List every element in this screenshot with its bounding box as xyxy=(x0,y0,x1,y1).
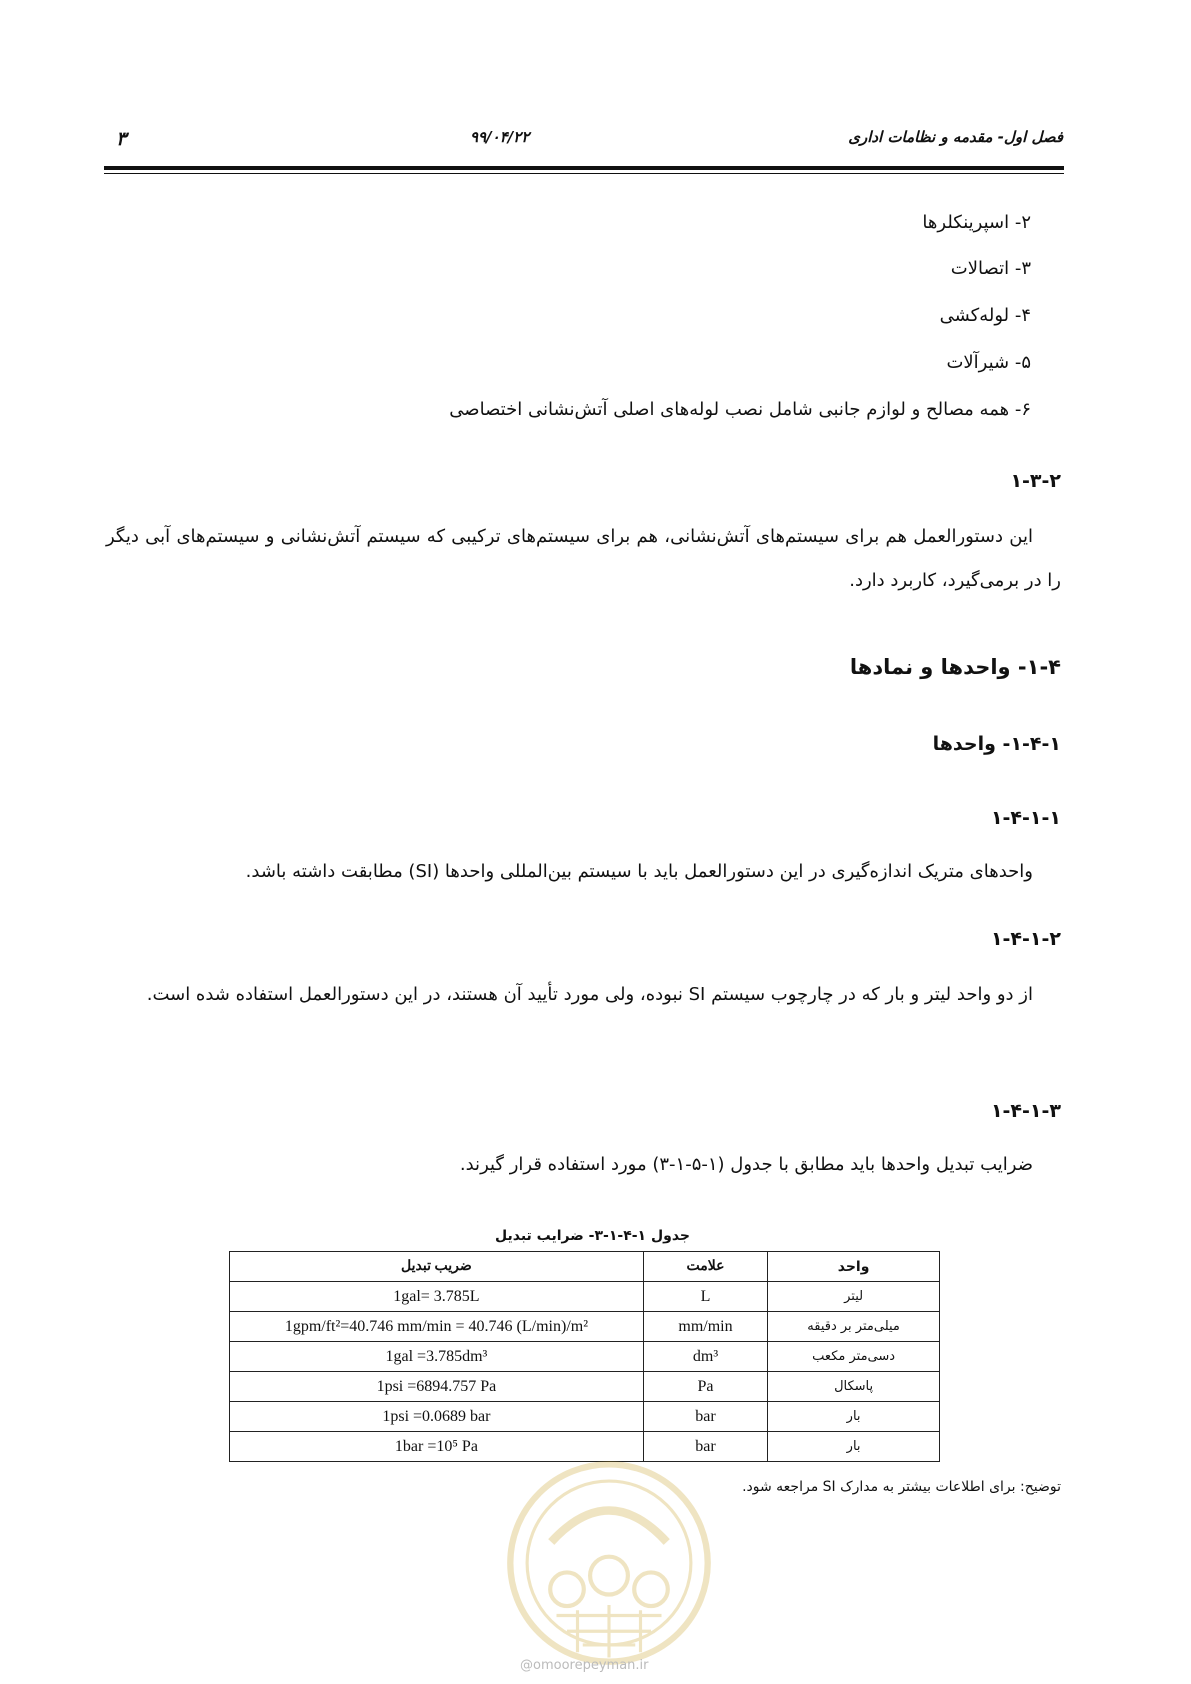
symbol-cell: mm/min xyxy=(643,1312,767,1342)
section-heading: ۱-۴-۱-۱ xyxy=(990,807,1061,829)
header-chapter-title: فصل اول- مقدمه و نظامات اداری xyxy=(848,128,1063,146)
unit-cell: بار xyxy=(768,1432,940,1462)
section-heading: ۱-۴-۱-۳ xyxy=(990,1100,1061,1122)
table-row xyxy=(230,1342,940,1372)
unit-cell: میلی‌متر بر دقیقه xyxy=(768,1312,940,1342)
list-item: ۳- اتصالات xyxy=(950,258,1031,279)
unit-cell: بار xyxy=(768,1402,940,1432)
section-paragraph: واحدهای متریک اندازه‌گیری در این دستورالعمل باید با سیستم بین‌المللی واحدها (SI) مطابقت داشته باشد. xyxy=(245,861,1033,882)
header-factor: ضریب تبدیل xyxy=(230,1252,644,1282)
table-row xyxy=(230,1282,940,1312)
header-rule-thin xyxy=(104,173,1064,174)
section-paragraph: این دستورالعمل هم برای سیستم‌های آتش‌نشانی، هم برای سیستم‌های ترکیبی که سیستم آتش‌نشانی و سیستم‌های آبی دیگر را در برمی‌گیرد، کاربرد دارد. xyxy=(106,526,1061,591)
unit-cell: پاسکال xyxy=(768,1372,940,1402)
header-rule-thick xyxy=(104,166,1064,170)
symbol-cell: Pa xyxy=(643,1372,767,1402)
section-heading: ۱-۳-۲ xyxy=(1010,470,1061,492)
header-date: ۹۹/۰۴/۲۲ xyxy=(470,128,530,146)
factor-cell: 1bar =10⁵ Pa xyxy=(230,1432,644,1462)
list-item: ۴- لوله‌کشی xyxy=(939,305,1031,326)
table-row xyxy=(230,1312,940,1342)
section-heading: ۱-۴-۱- واحدها xyxy=(932,733,1061,755)
table-row xyxy=(230,1432,940,1462)
symbol-cell: L xyxy=(643,1282,767,1312)
section-heading: ۱-۴- واحدها و نمادها xyxy=(849,655,1061,679)
symbol-cell: bar xyxy=(643,1402,767,1432)
section-paragraph: از دو واحد لیتر و بار که در چارچوب سیستم SI نبوده، ولی مورد تأیید آن هستند، در این دستورالعمل استفاده شده است. xyxy=(146,984,1033,1005)
table-note: توضیح: برای اطلاعات بیشتر به مدارک SI مراجعه شود. xyxy=(742,1479,1061,1495)
header-page-number: ۳ xyxy=(116,128,127,150)
header-unit: واحد xyxy=(768,1252,940,1282)
table-header-row xyxy=(230,1252,940,1282)
symbol-cell: dm³ xyxy=(643,1342,767,1372)
table-caption: جدول ۱-۴-۱-۳- ضرایب تبدیل xyxy=(494,1228,690,1244)
conversion-table xyxy=(229,1251,940,1462)
list-item: ۶- همه مصالح و لوازم جانبی شامل نصب لوله‌های اصلی آتش‌نشانی اختصاصی xyxy=(449,399,1031,420)
factor-cell: 1gpm/ft²=40.746 mm/min = 40.746 (L/min)/m² xyxy=(230,1312,644,1342)
section-paragraph: ضرایب تبدیل واحدها باید مطابق با جدول (۱-۵-۱-۳) مورد استفاده قرار گیرند. xyxy=(459,1154,1033,1175)
factor-cell: 1gal= 3.785L xyxy=(230,1282,644,1312)
factor-cell: 1psi =6894.757 Pa xyxy=(230,1372,644,1402)
factor-cell: 1gal =3.785dm³ xyxy=(230,1342,644,1372)
section-heading: ۱-۴-۱-۲ xyxy=(990,928,1061,950)
table-row xyxy=(230,1372,940,1402)
unit-cell: لیتر xyxy=(768,1282,940,1312)
unit-cell: دسی‌متر مکعب xyxy=(768,1342,940,1372)
list-item: ۲- اسپرینکلرها xyxy=(922,212,1031,233)
table-row xyxy=(230,1402,940,1432)
factor-cell: 1psi =0.0689 bar xyxy=(230,1402,644,1432)
omoorepeyman-seal-icon xyxy=(504,1458,714,1668)
header-symbol: علامت xyxy=(643,1252,767,1282)
symbol-cell: bar xyxy=(643,1432,767,1462)
list-item: ۵- شیرآلات xyxy=(946,352,1031,373)
watermark-text: @omoorepeyman.ir xyxy=(520,1658,649,1673)
